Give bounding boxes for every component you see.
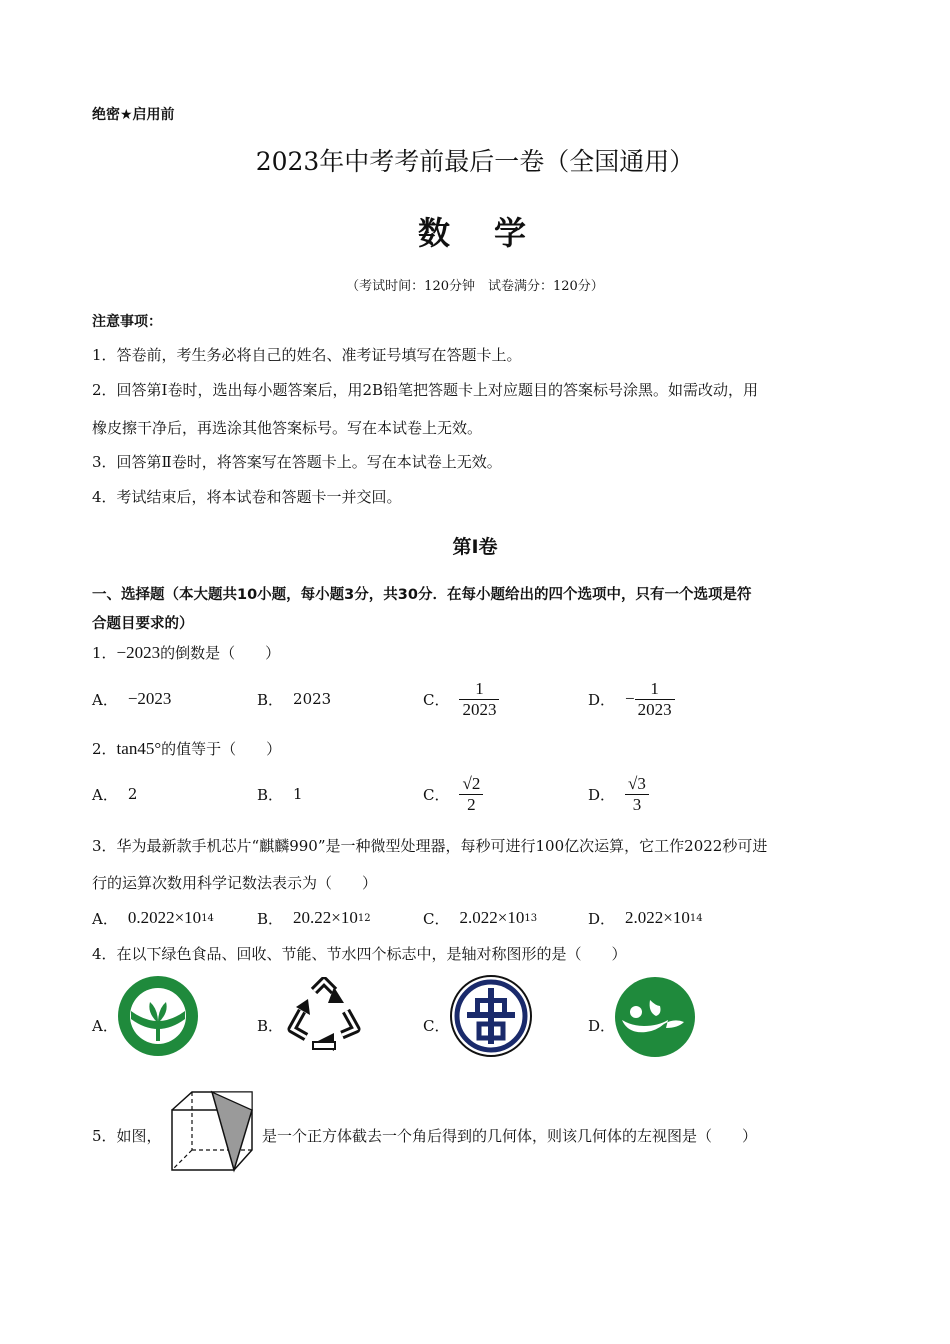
question-4-stem: 4．在以下绿色食品、回收、节能、节水四个标志中，是轴对称图形的是（ ） bbox=[92, 945, 627, 963]
note-4: 4．考试结束后，将本试卷和答题卡一并交回。 bbox=[92, 488, 402, 506]
q3-option-a: A． 0.2022×10 14 bbox=[92, 908, 214, 928]
paper-title: 2023年中考考前最后一卷（全国通用） bbox=[255, 147, 695, 176]
q1-option-d-fraction: $\frac{1}{2023}$ bbox=[635, 679, 675, 719]
question-1-options bbox=[0, 679, 950, 719]
question-2-options bbox=[0, 774, 950, 814]
q2-option-c-fraction: $\frac{√2}{2}$ bbox=[459, 774, 483, 814]
question-3-stem-line2: 行的运算次数用科学记数法表示为（ ） bbox=[92, 874, 378, 892]
q2-option-d: D． $\frac{√3}{3}$ bbox=[588, 774, 649, 814]
question-3-stem-line1: 3．华为最新款手机芯片“麒麟990”是一种微型处理器，每秒可进行100亿次运算，它工作2022秒可进 bbox=[92, 837, 768, 855]
q1-option-b-value: 2023 bbox=[293, 690, 332, 708]
question-2-number: 2． bbox=[92, 740, 117, 758]
q4-option-d-label: D． bbox=[588, 1017, 616, 1035]
q4-option-b-label: B． bbox=[257, 1017, 284, 1035]
water-saving-logo-icon bbox=[614, 976, 696, 1058]
q2-option-b: B． 1 bbox=[257, 785, 303, 804]
truncated-cube-figure bbox=[168, 1088, 258, 1174]
q2-option-a: A． 2 bbox=[92, 785, 138, 804]
subject-title: 数 学 bbox=[417, 214, 532, 252]
question-2-text: 的值等于（ ） bbox=[161, 740, 282, 758]
green-food-logo-icon bbox=[117, 975, 199, 1057]
note-1: 1．答卷前，考生务必将自己的姓名、准考证号填写在答题卡上。 bbox=[92, 346, 522, 364]
question-5-text: 是一个正方体截去一个角后得到的几何体，则该几何体的左视图是（ ） bbox=[262, 1127, 758, 1145]
q4-option-c-label: C． bbox=[423, 1017, 450, 1035]
secrecy-label: 绝密★启用前 bbox=[92, 107, 175, 123]
q4-option-a-label: A． bbox=[92, 1017, 118, 1035]
question-1-text: 的倒数是（ ） bbox=[160, 644, 281, 662]
question-3-options bbox=[0, 898, 950, 938]
question-2-expression: tan45° bbox=[116, 739, 162, 758]
recycle-logo-icon bbox=[284, 977, 364, 1055]
q1-option-b: B． 2023 bbox=[257, 690, 332, 709]
question-1-expression: −2023 bbox=[116, 643, 161, 662]
question-1-stem bbox=[92, 642, 280, 663]
q3-option-c: C． 2.022×10 13 bbox=[423, 908, 538, 928]
question-5-prefix: 5．如图， bbox=[92, 1127, 162, 1145]
note-2a: 2．回答第Ⅰ卷时，选出每小题答案后，用2B铅笔把答题卡上对应题目的答案标号涂黑。如需改动，用 bbox=[92, 381, 759, 399]
q3-option-d: D． 2.022×10 14 bbox=[588, 908, 703, 928]
section-1-instructions-b: 合题目要求的） bbox=[92, 616, 194, 632]
notes-heading: 注意事项： bbox=[92, 314, 162, 330]
question-2-stem bbox=[92, 738, 281, 759]
q1-option-a: A． −2023 bbox=[92, 689, 172, 709]
energy-saving-logo-icon bbox=[449, 974, 533, 1058]
q3-option-b: B． 20.22×10 12 bbox=[257, 908, 371, 928]
q1-option-d: D． − $\frac{1}{2023}$ bbox=[588, 679, 675, 719]
q1-option-a-value: −2023 bbox=[127, 689, 172, 708]
q1-option-c-fraction: $\frac{1}{2023}$ bbox=[459, 679, 499, 719]
q2-option-c: C． $\frac{√2}{2}$ bbox=[423, 774, 483, 814]
exam-info: （考试时间：120分钟 试卷满分：120分） bbox=[346, 279, 604, 294]
part-1-title: 第Ⅰ卷 bbox=[452, 536, 498, 558]
q1-option-c: C． $\frac{1}{2023}$ bbox=[423, 679, 499, 719]
question-1-number: 1． bbox=[92, 644, 117, 662]
note-3: 3．回答第Ⅱ卷时，将答案写在答题卡上。写在本试卷上无效。 bbox=[92, 453, 502, 471]
q2-option-d-fraction: $\frac{√3}{3}$ bbox=[625, 774, 649, 814]
note-2b: 橡皮擦干净后，再选涂其他答案标号。写在本试卷上无效。 bbox=[92, 419, 483, 437]
section-1-instructions-a: 一、选择题（本大题共10小题，每小题3分，共30分．在每小题给出的四个选项中，只有一个选项是符 bbox=[92, 587, 752, 603]
